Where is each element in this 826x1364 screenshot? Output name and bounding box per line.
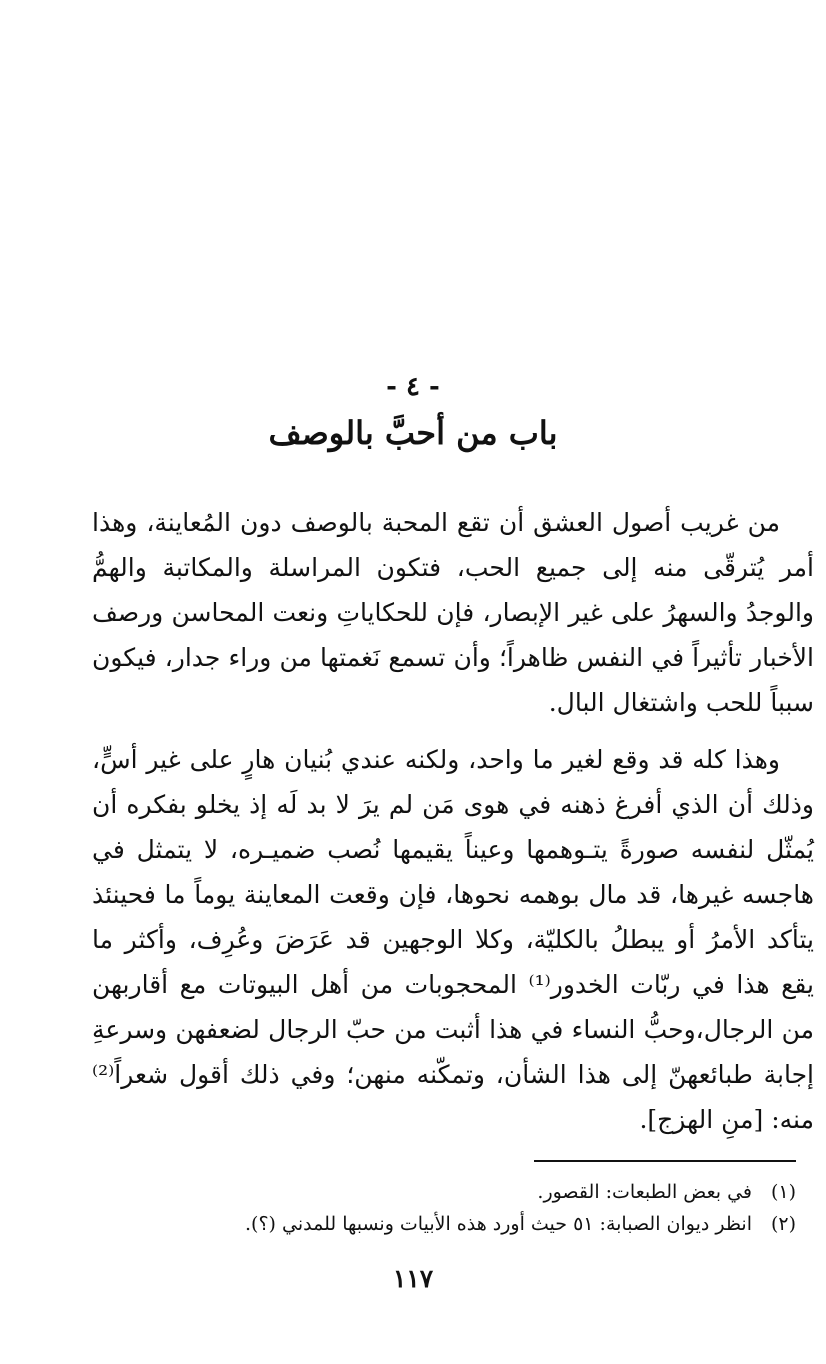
- paragraph-1: من غريب أصول العشق أن تقع المحبة بالوصف دون المُعاينة، وهذا أمر يُترقّى منه إلى جميع الحب، فتكون المراسلة والمكاتبة والهمُّ والوجدُ والسهرُ على غير الإبصار، فإن للحكاياتِ ونعت المحاسن ورصف الأخبار تأثيراً في النفس ظاهراً؛ وأن تسمع نَغمتها من وراء جدار، فيكون سبباً للحب واشتغال البال.: [92, 508, 814, 717]
- footnote-number: (٢): [770, 1213, 796, 1235]
- footnote-divider: [534, 1160, 796, 1162]
- footnote-2: [76, 1208, 796, 1240]
- footnote-text: انظر ديوان الصبابة: ٥١ حيث أورد هذه الأبيات ونسبها للمدني (؟).: [245, 1213, 752, 1235]
- chapter-number: - ٤ -: [386, 372, 440, 402]
- body-text: [92, 500, 814, 1142]
- chapter-title: باب من أحبَّ بالوصف: [268, 414, 558, 452]
- footnotes: [76, 1176, 796, 1240]
- footnote-number: (١): [770, 1181, 796, 1203]
- paragraph-2: وهذا كله قد وقع لغير ما واحد، ولكنه عندي بُنيان هارٍ على غير أسٍّ، وذلك أن الذي أفرغ ذهنه في هوى مَن لم يرَ لا بد لَه إذ يخلو بفكره أن يُمثّل لنفسه صورةً يتـوهمها وعيناً يقيمها نُصب ضميـره، لا يتمثل في هاجسه غيرها، قد مال بوهمه نحوها، فإن وقعت المعاينة يوماً ما فحينئذ يتأكد الأمرُ أو يبطلُ بالكليّة، وكلا الوجهين قد عَرَضَ وعُرِف، وأكثر ما يقع هذا في ربّات الخدور⁽¹⁾ المحجوبات من أهل البيوتات مع أقاربهن من الرجال،وحبُّ النساء في هذا أثبت من حبّ الرجال لضعفهن وسرعةِ إجابة طبائعهنّ إلى هذا الشأن، وتمكّنه منهن؛ وفي ذلك أقول شعراً⁽²⁾ منه: [منِ الهزج].: [92, 745, 815, 1134]
- footnote-1: [76, 1176, 796, 1208]
- page-number: ١١٧: [392, 1264, 434, 1293]
- footnote-text: في بعض الطبعات: القصور.: [537, 1181, 752, 1203]
